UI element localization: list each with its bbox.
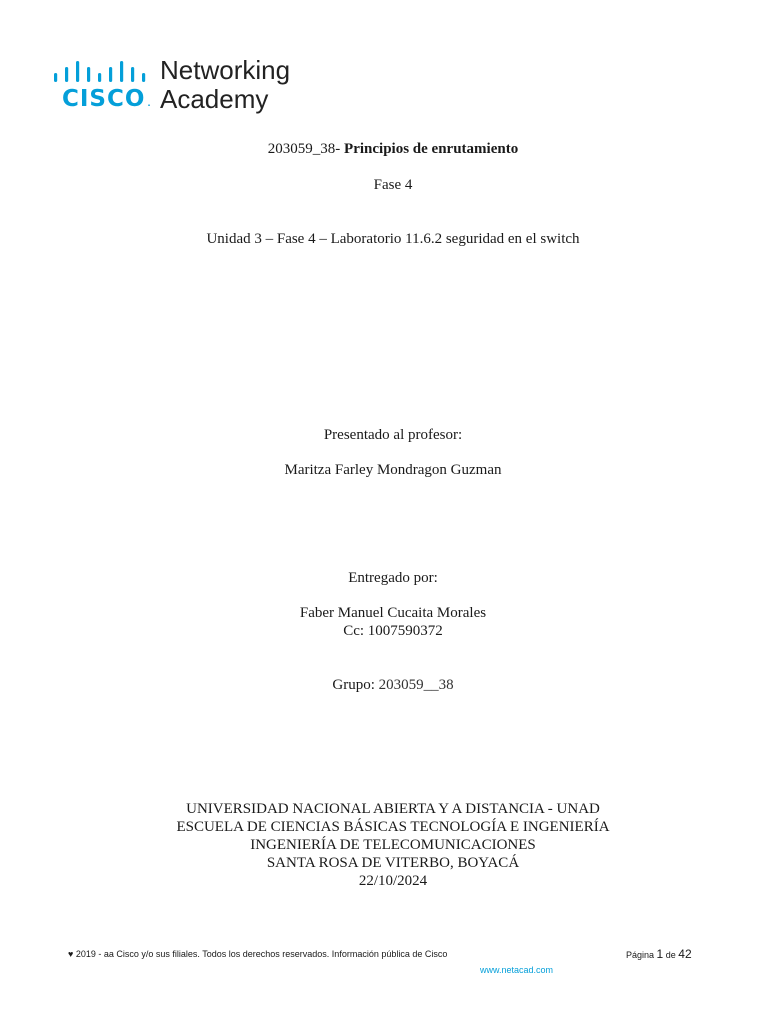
institution-line: SANTA ROSA DE VITERBO, BOYACÁ [266,855,520,871]
logo-academy-text: Academy [160,84,269,114]
page-current: 1 [656,947,664,961]
student-id: Cc: 1007590372 [343,623,443,639]
page-total: 42 [678,947,692,961]
footer-url-link[interactable]: www.netacad.com [480,965,554,975]
professor-name: Maritza Farley Mondragon Guzman [284,462,502,478]
group-value: 203059__38 [378,677,454,693]
course-name: Principios de enrutamiento [344,141,519,157]
group-label: Grupo: [332,677,375,693]
group-line [0,676,768,694]
lab-title: Unidad 3 – Fase 4 – Laboratorio 11.6.2 seguridad en el switch [206,231,580,247]
footer-page-number [626,947,692,961]
course-title [0,140,768,158]
page-label: Página [626,950,655,960]
cisco-wordmark: CISCO . [62,86,152,112]
institution-block [0,800,768,890]
institution-line: ESCUELA DE CIENCIAS BÁSICAS TECNOLOGÍA E INGENIERÍA [176,819,610,835]
logo-title [160,56,290,114]
logo-networking-text: Networking [160,55,291,85]
footer-copyright: ♥ 2019 - aa Cisco y/o sus filiales. Todos los derechos reservados. Información pública de Cisco [68,949,448,959]
institution-line: INGENIERÍA DE TELECOMUNICACIONES [250,837,536,853]
student-block [0,604,768,640]
page-of: de [665,950,676,960]
course-code: 203059_38- [267,141,341,157]
phase-label: Fase 4 [373,177,413,193]
institution-line: UNIVERSIDAD NACIONAL ABIERTA Y A DISTANCIA - UNAD [186,801,600,817]
cisco-networking-academy-logo [52,56,312,118]
institution-date: 22/10/2024 [358,873,428,889]
professor-label: Presentado al profesor: [323,427,463,443]
student-name: Faber Manuel Cucaita Morales [299,605,487,621]
student-label: Entregado por: [348,570,438,586]
